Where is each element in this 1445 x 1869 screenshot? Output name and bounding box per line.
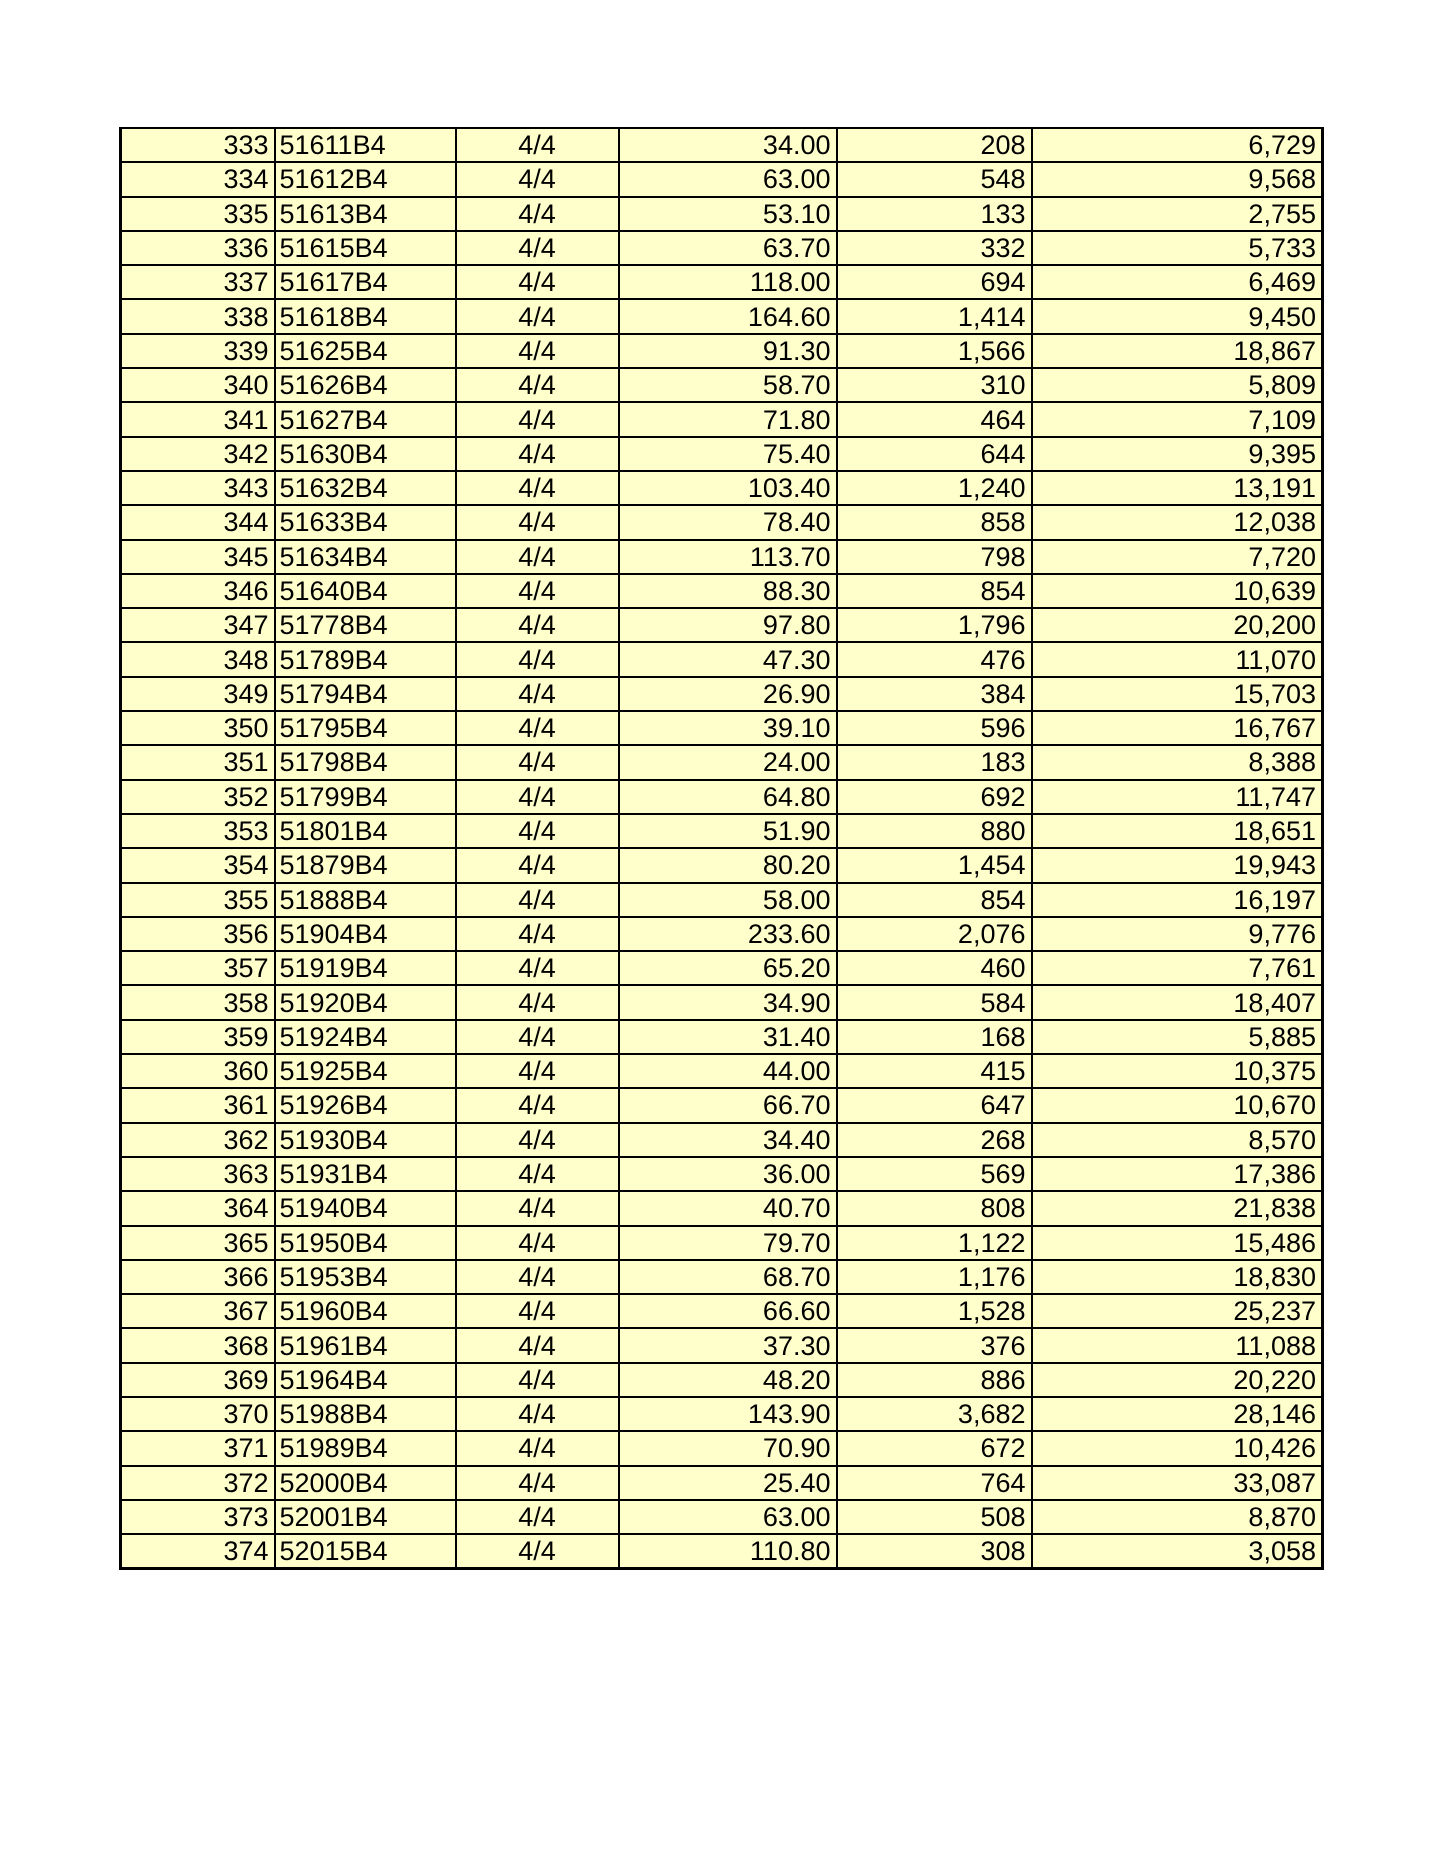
ratio-cell: 4/4 [456, 1123, 619, 1157]
item-code-cell: 51953B4 [275, 1260, 456, 1294]
table-row [121, 402, 1323, 436]
table-row [121, 1054, 1323, 1088]
value-c-cell: 10,375 [1032, 1054, 1323, 1088]
value-b-cell: 692 [837, 780, 1032, 814]
row-number-cell: 365 [121, 1226, 275, 1260]
row-number-cell: 343 [121, 471, 275, 505]
value-a-cell: 44.00 [619, 1054, 837, 1088]
value-c-cell: 16,197 [1032, 883, 1323, 917]
value-b-cell: 880 [837, 814, 1032, 848]
ratio-cell: 4/4 [456, 1431, 619, 1465]
table-row [121, 848, 1323, 882]
value-c-cell: 8,388 [1032, 745, 1323, 779]
value-a-cell: 53.10 [619, 197, 837, 231]
row-number-cell: 374 [121, 1534, 275, 1568]
ratio-cell: 4/4 [456, 540, 619, 574]
item-code-cell: 52000B4 [275, 1466, 456, 1500]
value-a-cell: 63.00 [619, 1500, 837, 1534]
item-code-cell: 51988B4 [275, 1397, 456, 1431]
ratio-cell: 4/4 [456, 471, 619, 505]
value-a-cell: 79.70 [619, 1226, 837, 1260]
value-c-cell: 20,200 [1032, 608, 1323, 642]
ratio-cell: 4/4 [456, 1328, 619, 1362]
item-code-cell: 51778B4 [275, 608, 456, 642]
value-b-cell: 308 [837, 1534, 1032, 1568]
ratio-cell: 4/4 [456, 1260, 619, 1294]
item-code-cell: 51625B4 [275, 334, 456, 368]
value-c-cell: 6,469 [1032, 265, 1323, 299]
table-row [121, 1534, 1323, 1568]
row-number-cell: 351 [121, 745, 275, 779]
value-a-cell: 110.80 [619, 1534, 837, 1568]
value-c-cell: 9,450 [1032, 299, 1323, 333]
value-c-cell: 11,070 [1032, 642, 1323, 676]
ratio-cell: 4/4 [456, 265, 619, 299]
row-number-cell: 352 [121, 780, 275, 814]
value-a-cell: 75.40 [619, 437, 837, 471]
table-row [121, 162, 1323, 196]
value-b-cell: 858 [837, 505, 1032, 539]
item-code-cell: 51801B4 [275, 814, 456, 848]
value-a-cell: 34.40 [619, 1123, 837, 1157]
table-row [121, 1500, 1323, 1534]
value-a-cell: 233.60 [619, 917, 837, 951]
item-code-cell: 51950B4 [275, 1226, 456, 1260]
row-number-cell: 338 [121, 299, 275, 333]
value-b-cell: 1,414 [837, 299, 1032, 333]
value-c-cell: 15,486 [1032, 1226, 1323, 1260]
value-c-cell: 7,720 [1032, 540, 1323, 574]
row-number-cell: 369 [121, 1363, 275, 1397]
table-row [121, 1123, 1323, 1157]
item-code-cell: 51919B4 [275, 951, 456, 985]
value-a-cell: 66.70 [619, 1088, 837, 1122]
value-a-cell: 63.70 [619, 231, 837, 265]
item-code-cell: 51964B4 [275, 1363, 456, 1397]
table-row [121, 574, 1323, 608]
item-code-cell: 51618B4 [275, 299, 456, 333]
value-b-cell: 1,454 [837, 848, 1032, 882]
value-c-cell: 3,058 [1032, 1534, 1323, 1568]
item-code-cell: 51630B4 [275, 437, 456, 471]
table-row [121, 1466, 1323, 1500]
ratio-cell: 4/4 [456, 608, 619, 642]
ratio-cell: 4/4 [456, 711, 619, 745]
row-number-cell: 342 [121, 437, 275, 471]
value-a-cell: 26.90 [619, 677, 837, 711]
value-c-cell: 6,729 [1032, 128, 1323, 162]
row-number-cell: 361 [121, 1088, 275, 1122]
row-number-cell: 347 [121, 608, 275, 642]
row-number-cell: 348 [121, 642, 275, 676]
ratio-cell: 4/4 [456, 883, 619, 917]
value-b-cell: 464 [837, 402, 1032, 436]
table-row [121, 505, 1323, 539]
value-b-cell: 644 [837, 437, 1032, 471]
row-number-cell: 349 [121, 677, 275, 711]
ratio-cell: 4/4 [456, 951, 619, 985]
table-row [121, 883, 1323, 917]
value-c-cell: 2,755 [1032, 197, 1323, 231]
ratio-cell: 4/4 [456, 1363, 619, 1397]
value-c-cell: 9,395 [1032, 437, 1323, 471]
table-row [121, 917, 1323, 951]
item-code-cell: 51611B4 [275, 128, 456, 162]
ratio-cell: 4/4 [456, 368, 619, 402]
value-b-cell: 476 [837, 642, 1032, 676]
value-c-cell: 20,220 [1032, 1363, 1323, 1397]
item-code-cell: 51961B4 [275, 1328, 456, 1362]
row-number-cell: 357 [121, 951, 275, 985]
ratio-cell: 4/4 [456, 848, 619, 882]
row-number-cell: 350 [121, 711, 275, 745]
row-number-cell: 336 [121, 231, 275, 265]
value-a-cell: 40.70 [619, 1191, 837, 1225]
row-number-cell: 335 [121, 197, 275, 231]
ratio-cell: 4/4 [456, 1466, 619, 1500]
ratio-cell: 4/4 [456, 197, 619, 231]
table-row [121, 540, 1323, 574]
value-b-cell: 1,796 [837, 608, 1032, 642]
ratio-cell: 4/4 [456, 780, 619, 814]
value-b-cell: 764 [837, 1466, 1032, 1500]
value-a-cell: 63.00 [619, 162, 837, 196]
row-number-cell: 345 [121, 540, 275, 574]
ratio-cell: 4/4 [456, 574, 619, 608]
row-number-cell: 353 [121, 814, 275, 848]
value-b-cell: 808 [837, 1191, 1032, 1225]
value-b-cell: 569 [837, 1157, 1032, 1191]
table-row [121, 1191, 1323, 1225]
row-number-cell: 372 [121, 1466, 275, 1500]
ratio-cell: 4/4 [456, 917, 619, 951]
table-row [121, 608, 1323, 642]
ratio-cell: 4/4 [456, 1294, 619, 1328]
table-row [121, 265, 1323, 299]
item-code-cell: 51925B4 [275, 1054, 456, 1088]
item-code-cell: 51613B4 [275, 197, 456, 231]
ratio-cell: 4/4 [456, 745, 619, 779]
value-b-cell: 694 [837, 265, 1032, 299]
value-b-cell: 415 [837, 1054, 1032, 1088]
ratio-cell: 4/4 [456, 299, 619, 333]
value-c-cell: 10,639 [1032, 574, 1323, 608]
ratio-cell: 4/4 [456, 1191, 619, 1225]
value-c-cell: 9,776 [1032, 917, 1323, 951]
row-number-cell: 359 [121, 1020, 275, 1054]
value-c-cell: 5,733 [1032, 231, 1323, 265]
value-b-cell: 310 [837, 368, 1032, 402]
row-number-cell: 356 [121, 917, 275, 951]
value-c-cell: 33,087 [1032, 1466, 1323, 1500]
value-b-cell: 168 [837, 1020, 1032, 1054]
ratio-cell: 4/4 [456, 985, 619, 1019]
value-a-cell: 68.70 [619, 1260, 837, 1294]
item-code-cell: 51626B4 [275, 368, 456, 402]
value-b-cell: 548 [837, 162, 1032, 196]
item-code-cell: 51940B4 [275, 1191, 456, 1225]
value-c-cell: 19,943 [1032, 848, 1323, 882]
value-c-cell: 10,670 [1032, 1088, 1323, 1122]
value-b-cell: 672 [837, 1431, 1032, 1465]
value-c-cell: 25,237 [1032, 1294, 1323, 1328]
value-a-cell: 48.20 [619, 1363, 837, 1397]
table-row [121, 642, 1323, 676]
value-b-cell: 596 [837, 711, 1032, 745]
value-a-cell: 143.90 [619, 1397, 837, 1431]
value-b-cell: 1,240 [837, 471, 1032, 505]
item-code-cell: 51632B4 [275, 471, 456, 505]
row-number-cell: 363 [121, 1157, 275, 1191]
row-number-cell: 360 [121, 1054, 275, 1088]
ratio-cell: 4/4 [456, 677, 619, 711]
table-row [121, 951, 1323, 985]
data-table [119, 127, 1324, 1570]
item-code-cell: 51794B4 [275, 677, 456, 711]
table-row [121, 1226, 1323, 1260]
ratio-cell: 4/4 [456, 402, 619, 436]
value-c-cell: 13,191 [1032, 471, 1323, 505]
row-number-cell: 362 [121, 1123, 275, 1157]
row-number-cell: 355 [121, 883, 275, 917]
item-code-cell: 51795B4 [275, 711, 456, 745]
value-a-cell: 71.80 [619, 402, 837, 436]
row-number-cell: 333 [121, 128, 275, 162]
row-number-cell: 341 [121, 402, 275, 436]
value-a-cell: 58.00 [619, 883, 837, 917]
table-row [121, 1328, 1323, 1362]
value-a-cell: 47.30 [619, 642, 837, 676]
value-a-cell: 66.60 [619, 1294, 837, 1328]
value-c-cell: 11,747 [1032, 780, 1323, 814]
ratio-cell: 4/4 [456, 642, 619, 676]
value-b-cell: 798 [837, 540, 1032, 574]
value-b-cell: 268 [837, 1123, 1032, 1157]
value-a-cell: 36.00 [619, 1157, 837, 1191]
value-a-cell: 164.60 [619, 299, 837, 333]
table-row [121, 1088, 1323, 1122]
item-code-cell: 51924B4 [275, 1020, 456, 1054]
table-row [121, 1157, 1323, 1191]
value-c-cell: 8,570 [1032, 1123, 1323, 1157]
value-c-cell: 15,703 [1032, 677, 1323, 711]
item-code-cell: 51617B4 [275, 265, 456, 299]
value-b-cell: 854 [837, 883, 1032, 917]
ratio-cell: 4/4 [456, 1500, 619, 1534]
ratio-cell: 4/4 [456, 1157, 619, 1191]
ratio-cell: 4/4 [456, 1020, 619, 1054]
value-c-cell: 18,830 [1032, 1260, 1323, 1294]
table-row [121, 368, 1323, 402]
table-row [121, 745, 1323, 779]
value-c-cell: 7,109 [1032, 402, 1323, 436]
row-number-cell: 358 [121, 985, 275, 1019]
table-row [121, 128, 1323, 162]
row-number-cell: 366 [121, 1260, 275, 1294]
value-a-cell: 103.40 [619, 471, 837, 505]
value-b-cell: 332 [837, 231, 1032, 265]
value-c-cell: 10,426 [1032, 1431, 1323, 1465]
item-code-cell: 51920B4 [275, 985, 456, 1019]
item-code-cell: 51612B4 [275, 162, 456, 196]
table-row [121, 1431, 1323, 1465]
value-b-cell: 584 [837, 985, 1032, 1019]
table-row [121, 299, 1323, 333]
ratio-cell: 4/4 [456, 162, 619, 196]
item-code-cell: 51633B4 [275, 505, 456, 539]
value-c-cell: 21,838 [1032, 1191, 1323, 1225]
value-c-cell: 11,088 [1032, 1328, 1323, 1362]
value-b-cell: 183 [837, 745, 1032, 779]
value-c-cell: 12,038 [1032, 505, 1323, 539]
item-code-cell: 51989B4 [275, 1431, 456, 1465]
value-b-cell: 208 [837, 128, 1032, 162]
ratio-cell: 4/4 [456, 437, 619, 471]
value-b-cell: 886 [837, 1363, 1032, 1397]
item-code-cell: 51931B4 [275, 1157, 456, 1191]
value-a-cell: 70.90 [619, 1431, 837, 1465]
item-code-cell: 51888B4 [275, 883, 456, 917]
value-b-cell: 1,566 [837, 334, 1032, 368]
value-b-cell: 1,176 [837, 1260, 1032, 1294]
ratio-cell: 4/4 [456, 231, 619, 265]
row-number-cell: 344 [121, 505, 275, 539]
item-code-cell: 51904B4 [275, 917, 456, 951]
ratio-cell: 4/4 [456, 1226, 619, 1260]
item-code-cell: 51930B4 [275, 1123, 456, 1157]
value-a-cell: 39.10 [619, 711, 837, 745]
item-code-cell: 51926B4 [275, 1088, 456, 1122]
value-b-cell: 3,682 [837, 1397, 1032, 1431]
table-row [121, 334, 1323, 368]
row-number-cell: 346 [121, 574, 275, 608]
value-a-cell: 24.00 [619, 745, 837, 779]
table-row [121, 677, 1323, 711]
value-a-cell: 88.30 [619, 574, 837, 608]
value-a-cell: 113.70 [619, 540, 837, 574]
ratio-cell: 4/4 [456, 1088, 619, 1122]
row-number-cell: 334 [121, 162, 275, 196]
value-c-cell: 18,651 [1032, 814, 1323, 848]
row-number-cell: 368 [121, 1328, 275, 1362]
value-c-cell: 5,809 [1032, 368, 1323, 402]
table-row [121, 231, 1323, 265]
ratio-cell: 4/4 [456, 505, 619, 539]
value-a-cell: 51.90 [619, 814, 837, 848]
item-code-cell: 51640B4 [275, 574, 456, 608]
ratio-cell: 4/4 [456, 128, 619, 162]
table-row [121, 1363, 1323, 1397]
value-c-cell: 28,146 [1032, 1397, 1323, 1431]
row-number-cell: 340 [121, 368, 275, 402]
ratio-cell: 4/4 [456, 814, 619, 848]
table-row [121, 471, 1323, 505]
item-code-cell: 51960B4 [275, 1294, 456, 1328]
table-row [121, 814, 1323, 848]
ratio-cell: 4/4 [456, 1534, 619, 1568]
value-b-cell: 2,076 [837, 917, 1032, 951]
value-c-cell: 17,386 [1032, 1157, 1323, 1191]
row-number-cell: 371 [121, 1431, 275, 1465]
value-a-cell: 34.00 [619, 128, 837, 162]
row-number-cell: 367 [121, 1294, 275, 1328]
table-row [121, 711, 1323, 745]
item-code-cell: 51615B4 [275, 231, 456, 265]
value-a-cell: 97.80 [619, 608, 837, 642]
table-row [121, 780, 1323, 814]
row-number-cell: 370 [121, 1397, 275, 1431]
item-code-cell: 51627B4 [275, 402, 456, 436]
value-a-cell: 78.40 [619, 505, 837, 539]
table-row [121, 985, 1323, 1019]
value-a-cell: 58.70 [619, 368, 837, 402]
value-a-cell: 37.30 [619, 1328, 837, 1362]
value-b-cell: 460 [837, 951, 1032, 985]
value-b-cell: 133 [837, 197, 1032, 231]
value-a-cell: 64.80 [619, 780, 837, 814]
value-a-cell: 80.20 [619, 848, 837, 882]
item-code-cell: 52015B4 [275, 1534, 456, 1568]
row-number-cell: 373 [121, 1500, 275, 1534]
value-c-cell: 9,568 [1032, 162, 1323, 196]
table-row [121, 1397, 1323, 1431]
value-a-cell: 34.90 [619, 985, 837, 1019]
value-b-cell: 647 [837, 1088, 1032, 1122]
value-c-cell: 16,767 [1032, 711, 1323, 745]
value-a-cell: 91.30 [619, 334, 837, 368]
value-a-cell: 118.00 [619, 265, 837, 299]
row-number-cell: 364 [121, 1191, 275, 1225]
row-number-cell: 354 [121, 848, 275, 882]
ratio-cell: 4/4 [456, 1397, 619, 1431]
table-row [121, 1294, 1323, 1328]
table-row [121, 437, 1323, 471]
value-a-cell: 25.40 [619, 1466, 837, 1500]
table-row [121, 1020, 1323, 1054]
item-code-cell: 51798B4 [275, 745, 456, 779]
value-c-cell: 7,761 [1032, 951, 1323, 985]
table-row [121, 197, 1323, 231]
value-b-cell: 1,122 [837, 1226, 1032, 1260]
value-b-cell: 384 [837, 677, 1032, 711]
value-b-cell: 854 [837, 574, 1032, 608]
value-b-cell: 1,528 [837, 1294, 1032, 1328]
value-c-cell: 18,407 [1032, 985, 1323, 1019]
item-code-cell: 51789B4 [275, 642, 456, 676]
row-number-cell: 339 [121, 334, 275, 368]
value-a-cell: 31.40 [619, 1020, 837, 1054]
value-c-cell: 8,870 [1032, 1500, 1323, 1534]
value-b-cell: 508 [837, 1500, 1032, 1534]
item-code-cell: 51879B4 [275, 848, 456, 882]
item-code-cell: 51634B4 [275, 540, 456, 574]
value-c-cell: 5,885 [1032, 1020, 1323, 1054]
ratio-cell: 4/4 [456, 1054, 619, 1088]
item-code-cell: 52001B4 [275, 1500, 456, 1534]
value-b-cell: 376 [837, 1328, 1032, 1362]
table-row [121, 1260, 1323, 1294]
item-code-cell: 51799B4 [275, 780, 456, 814]
ratio-cell: 4/4 [456, 334, 619, 368]
value-c-cell: 18,867 [1032, 334, 1323, 368]
value-a-cell: 65.20 [619, 951, 837, 985]
table-body [121, 128, 1323, 1568]
row-number-cell: 337 [121, 265, 275, 299]
